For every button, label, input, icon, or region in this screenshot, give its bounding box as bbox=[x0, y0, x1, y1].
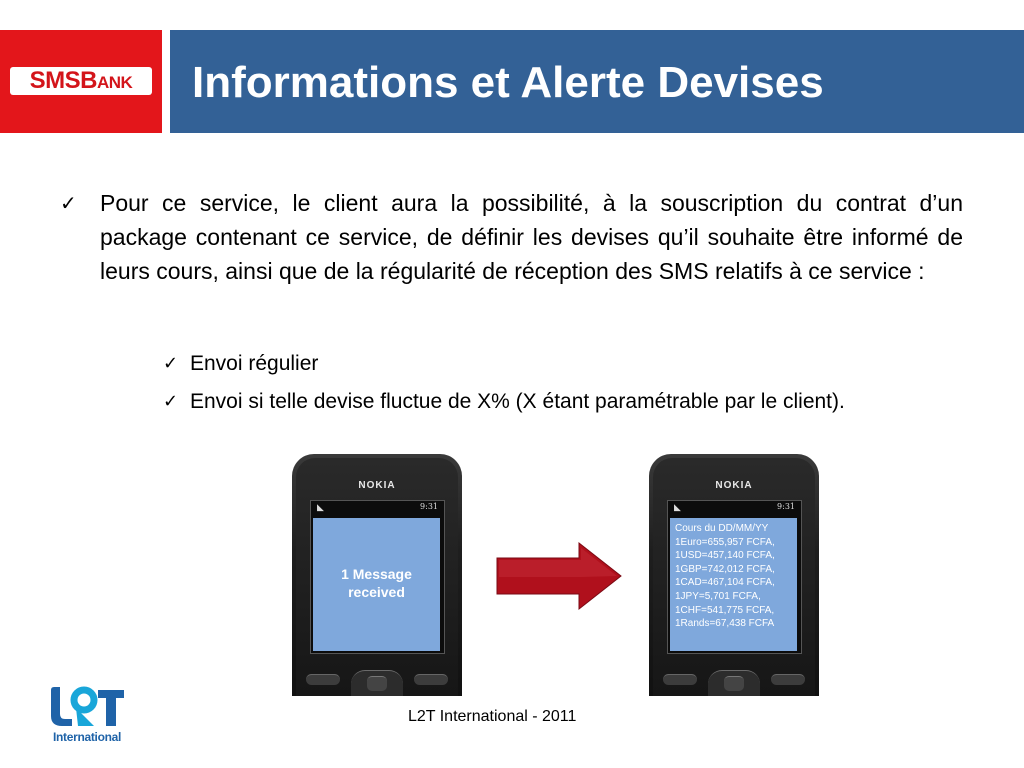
smsbank-logo-box bbox=[0, 30, 162, 133]
message-line: received bbox=[348, 584, 405, 600]
checkmark-icon: ✓ bbox=[163, 353, 179, 374]
message-received-text bbox=[313, 565, 440, 601]
sub-bullet-text: Envoi régulier bbox=[190, 352, 319, 375]
phone-brand: NOKIA bbox=[358, 480, 396, 491]
rate-line: Cours du DD/MM/YY bbox=[675, 523, 769, 534]
rate-line: 1JPY=5,701 FCFA, bbox=[675, 590, 761, 602]
logo-text-small: ANK bbox=[97, 73, 133, 92]
sub-bullet-fluctuation bbox=[163, 386, 963, 417]
right-softkey bbox=[414, 674, 448, 685]
rate-line: 1GBP=742,012 FCFA, bbox=[675, 563, 775, 575]
phone-screen bbox=[310, 500, 445, 654]
status-time: 9:31 bbox=[420, 502, 438, 511]
l2t-logo-mark bbox=[48, 686, 126, 728]
logo-text bbox=[30, 67, 133, 95]
status-time: 9:31 bbox=[777, 502, 795, 511]
smsbank-logo bbox=[10, 67, 152, 95]
signal-icon: ◣ bbox=[674, 503, 681, 513]
status-bar bbox=[311, 501, 444, 515]
phone-brand: NOKIA bbox=[715, 480, 753, 491]
signal-icon: ◣ bbox=[317, 503, 324, 513]
phone-screen bbox=[667, 500, 802, 654]
navigation-key bbox=[351, 670, 403, 696]
phone-exchange-rates bbox=[649, 454, 819, 696]
navigation-key bbox=[708, 670, 760, 696]
l2t-logo-text: International bbox=[52, 730, 122, 744]
rate-line: 1Euro=655,957 FCFA, bbox=[675, 536, 775, 548]
main-bullet bbox=[60, 186, 963, 288]
message-panel bbox=[313, 518, 440, 651]
status-bar bbox=[668, 501, 801, 515]
rate-line: 1Rands=67,438 FCFA bbox=[675, 618, 775, 630]
phone-message-received bbox=[292, 454, 462, 696]
left-softkey bbox=[306, 674, 340, 685]
rate-line: 1USD=457,140 FCFA, bbox=[675, 550, 775, 562]
sub-bullet-regular bbox=[163, 348, 963, 379]
left-softkey bbox=[663, 674, 697, 685]
checkmark-icon: ✓ bbox=[163, 391, 179, 412]
phone-keys bbox=[659, 670, 809, 696]
l2t-logo bbox=[48, 686, 126, 748]
checkmark-icon: ✓ bbox=[60, 191, 77, 215]
right-arrow-icon bbox=[495, 541, 623, 611]
phone-keys bbox=[302, 670, 452, 696]
rate-line: 1CHF=541,775 FCFA, bbox=[675, 604, 775, 616]
rate-line: 1CAD=467,104 FCFA, bbox=[675, 577, 775, 589]
main-bullet-text: Pour ce service, le client aura la possibilité, à la souscription du contrat d’un package contenant ce service, de définir les devises qu’il souhaite être informé de leurs cours, ainsi que de la régularité de réception des SMS relatifs à ce service : bbox=[100, 190, 963, 284]
logo-text-big: SMSB bbox=[29, 67, 97, 94]
message-line: 1 Message bbox=[341, 566, 412, 582]
message-panel bbox=[670, 518, 797, 651]
title-bar bbox=[170, 30, 1024, 133]
page-title: Informations et Alerte Devises bbox=[192, 58, 824, 107]
right-softkey bbox=[771, 674, 805, 685]
sub-bullet-text: Envoi si telle devise fluctue de X% (X étant paramétrable par le client). bbox=[190, 390, 845, 413]
exchange-rates-text bbox=[675, 522, 795, 631]
footer-text: L2T International - 2011 bbox=[408, 708, 577, 725]
